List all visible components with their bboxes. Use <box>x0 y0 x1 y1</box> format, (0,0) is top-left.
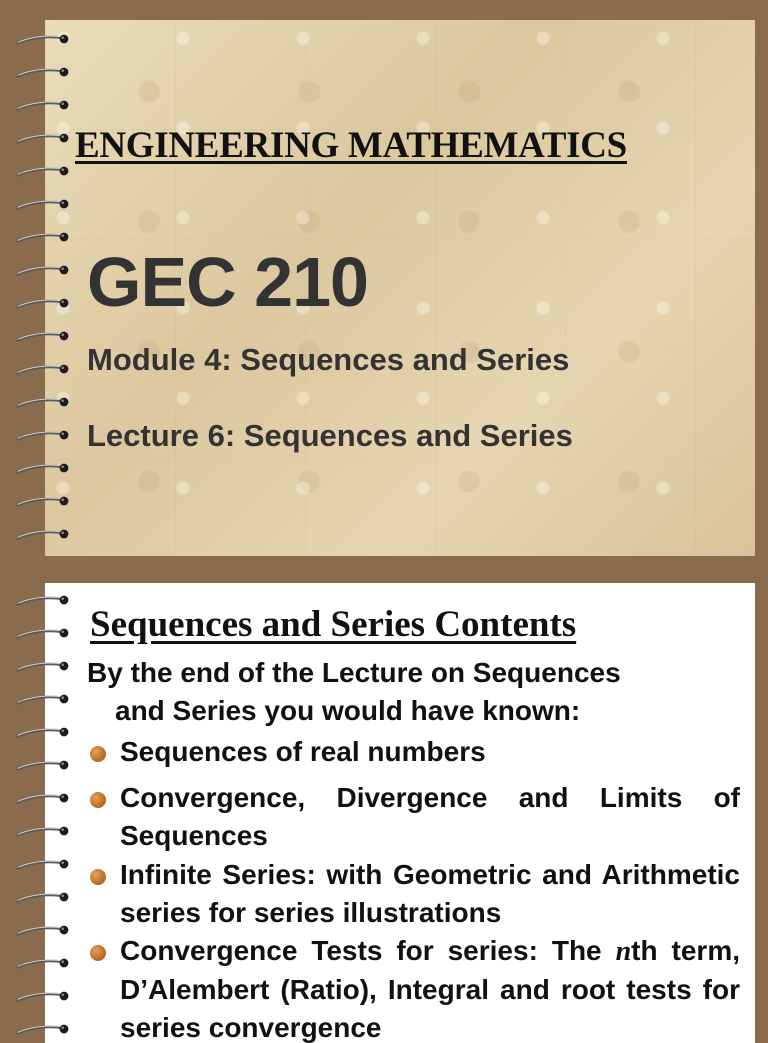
spiral-ring-icon <box>10 230 76 244</box>
spiral-ring-icon <box>10 758 76 772</box>
intro-line-2: and Series you would have known: <box>115 695 581 726</box>
list-item <box>90 779 740 855</box>
spiral-ring-icon <box>10 494 76 508</box>
spiral-ring-icon <box>10 1022 76 1036</box>
spiral-ring-icon <box>10 659 76 673</box>
lecture-heading: Lecture 6: Sequences and Series <box>87 418 573 453</box>
module-heading: Module 4: Sequences and Series <box>87 342 570 377</box>
spiral-ring-icon <box>10 923 76 937</box>
spiral-ring-icon <box>10 428 76 442</box>
list-item-text-part: th term, D’Alembert (Ratio), Integral and root tests for series convergence <box>120 935 740 1043</box>
spiral-binding-icon <box>0 20 80 556</box>
spiral-ring-icon <box>10 692 76 706</box>
spiral-ring-icon <box>10 395 76 409</box>
bullet-dot-icon <box>90 945 106 961</box>
nth-italic: n <box>615 936 632 967</box>
contents-title: Sequences and Series Contents <box>90 604 577 645</box>
spiral-ring-icon <box>10 32 76 46</box>
list-item <box>90 932 740 1043</box>
spiral-ring-icon <box>10 725 76 739</box>
intro-text <box>87 654 737 730</box>
contents-slide <box>45 583 755 1043</box>
spiral-binding-icon <box>0 583 80 1024</box>
list-item-text-part: Convergence Tests for series: The <box>120 935 616 966</box>
course-code: GEC 210 <box>87 243 368 321</box>
list-item-text <box>120 932 740 1043</box>
spiral-ring-icon <box>10 956 76 970</box>
spiral-ring-icon <box>10 197 76 211</box>
spiral-ring-icon <box>10 461 76 475</box>
list-item-text: Sequences of real numbers <box>120 736 486 767</box>
list-item <box>90 856 740 932</box>
list-item-text: Infinite Series: with Geometric and Arithmetic series for series illustrations <box>120 859 740 928</box>
spiral-ring-icon <box>10 890 76 904</box>
spiral-ring-icon <box>10 164 76 178</box>
spiral-ring-icon <box>10 296 76 310</box>
spiral-ring-icon <box>10 824 76 838</box>
list-item-text: Convergence, Divergence and Limits of Sequences <box>120 782 740 851</box>
bullet-dot-icon <box>90 869 106 885</box>
spiral-ring-icon <box>10 362 76 376</box>
intro-line-1: By the end of the Lecture on Sequences <box>87 657 621 688</box>
spiral-ring-icon <box>10 263 76 277</box>
spiral-ring-icon <box>10 329 76 343</box>
spiral-ring-icon <box>10 131 76 145</box>
spiral-ring-icon <box>10 791 76 805</box>
slide-title: ENGINEERING MATHEMATICS <box>75 125 627 166</box>
spiral-ring-icon <box>10 857 76 871</box>
spiral-ring-icon <box>10 65 76 79</box>
bullet-dot-icon <box>90 746 106 762</box>
spiral-ring-icon <box>10 989 76 1003</box>
spiral-ring-icon <box>10 593 76 607</box>
list-item <box>90 733 740 771</box>
spiral-ring-icon <box>10 626 76 640</box>
spiral-ring-icon <box>10 527 76 541</box>
title-slide <box>45 20 755 556</box>
spiral-ring-icon <box>10 98 76 112</box>
bullet-dot-icon <box>90 792 106 808</box>
